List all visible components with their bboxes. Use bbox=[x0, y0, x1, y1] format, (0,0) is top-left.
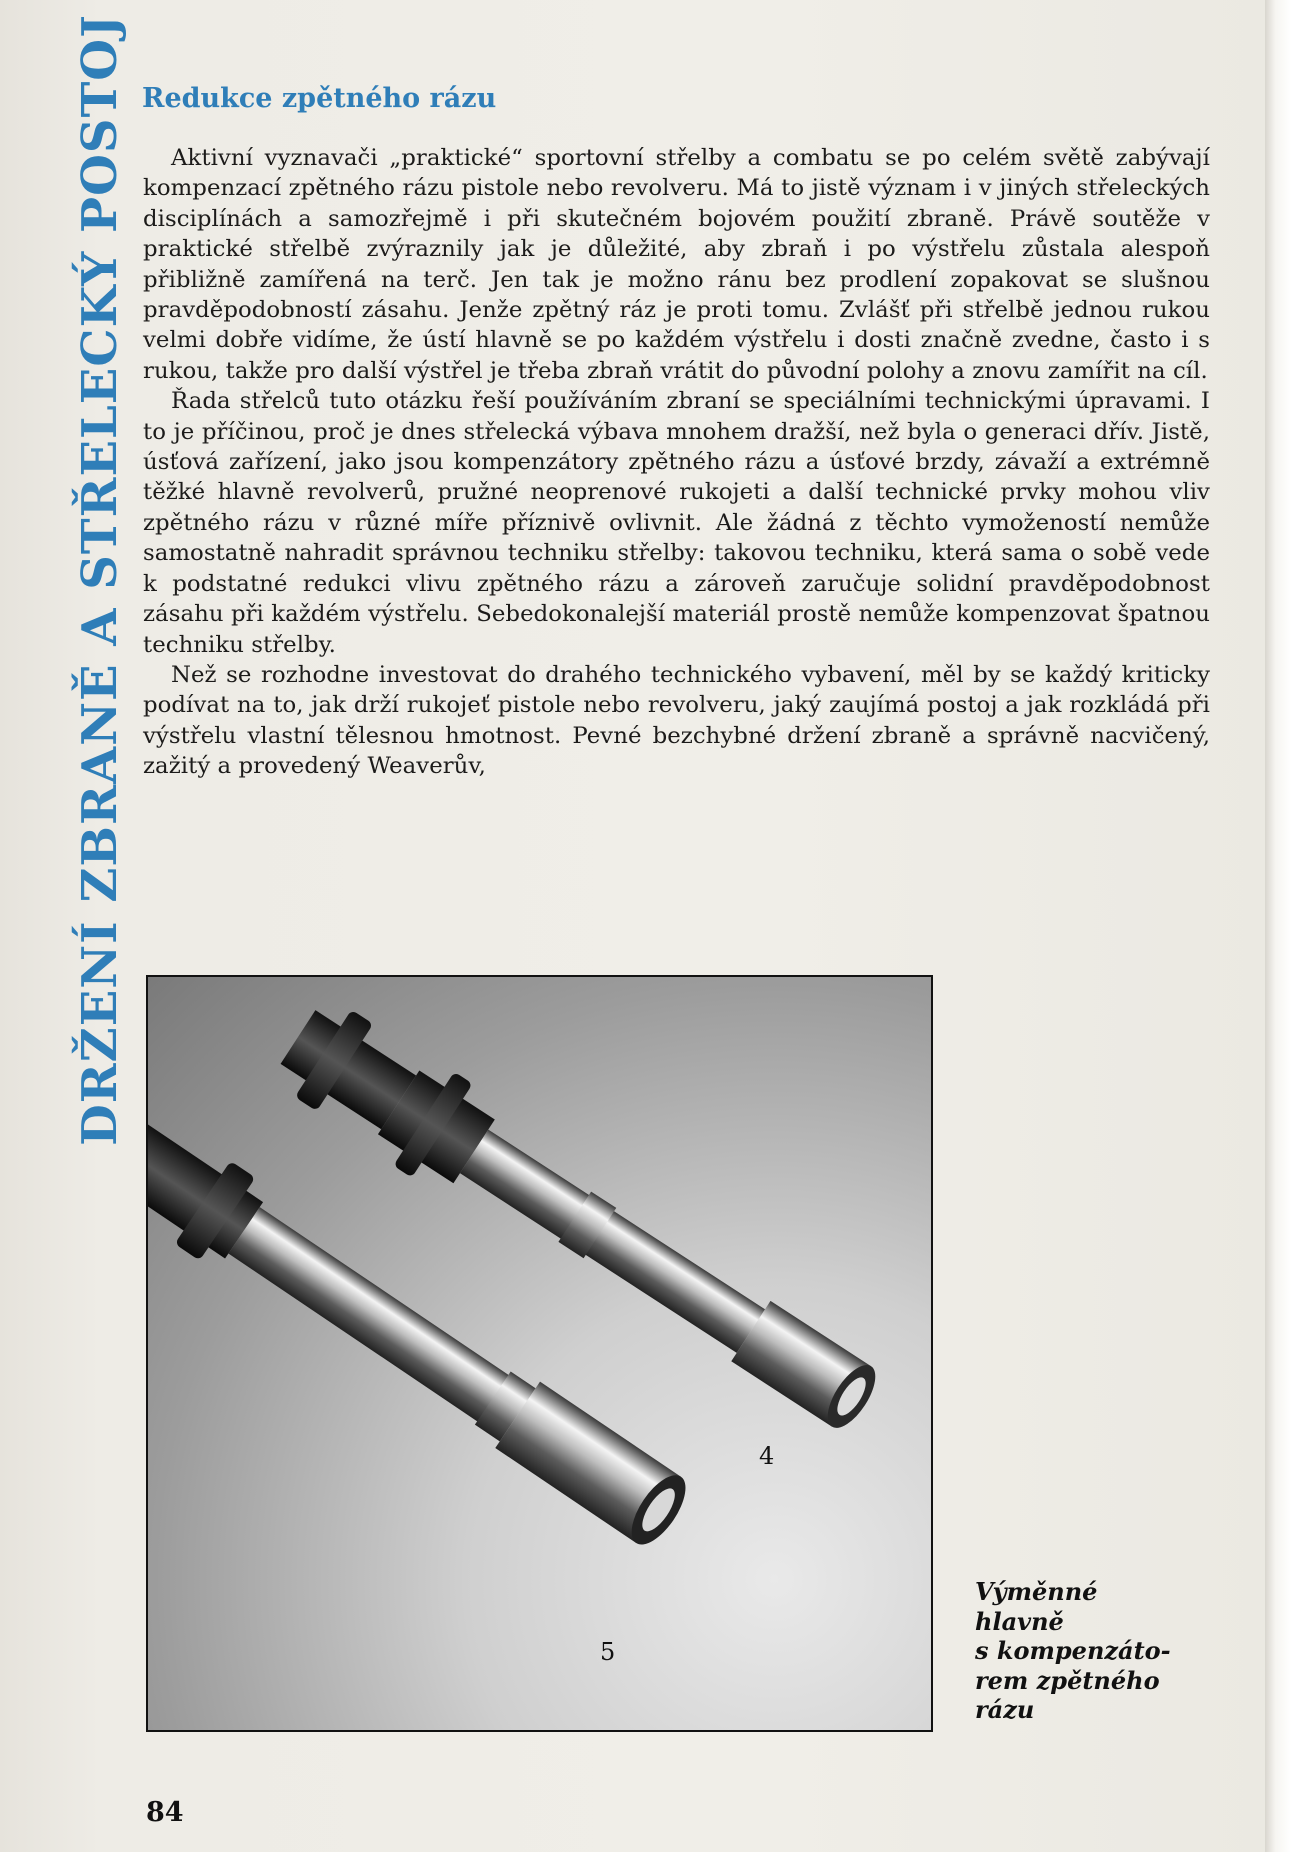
paragraph: Než se rozhodne investovat do drahého technického vybavení, měl by se každý kriticky podívat na to, jak drží rukojeť pistole nebo revolveru, jaký zaujímá postoj a jak rozkládá při výstřelu vlastní tělesnou hmotnost. Pevné bezchybné držení zbraně a správně nacvičený, zažitý a provedený Weaverův, bbox=[143, 661, 1210, 780]
photo-label-5: 5 bbox=[600, 1638, 616, 1666]
chapter-side-title: DRŽENÍ ZBRANĚ A STŘELECKÝ POSTOJ bbox=[72, 14, 128, 1146]
caption-line: Výměnné bbox=[975, 1577, 1098, 1606]
barrels-illustration bbox=[148, 977, 933, 1732]
page-number: 84 bbox=[146, 1797, 184, 1828]
body-text bbox=[143, 143, 1210, 782]
paragraph: Aktivní vyznavači „praktické“ sportovní střelby a combatu se po celém světě zabývají kompenzací zpětného rázu pistole nebo revolveru. Má to jistě význam i v jiných střeleckých disciplínách a samozřejmě i při skutečném bojovém použití zbraně. Právě soutěže v praktické střelbě zvýraznily jak je důležité, aby zbraň i po výstřelu zůstala alespoň přibližně zamířená na terč. Jen tak je možno ránu bez prodlení zopakovat se slušnou pravděpodobností zásahu. Jenže zpětný ráz je proti tomu. Zvlášť při střelbě jednou rukou velmi dobře vidíme, že ústí hlavně se po každém výstřelu i dosti značně zvedne, často i s rukou, takže pro další výstřel je třeba zbraň vrátit do původní polohy a znovu zamířit na cíl. bbox=[143, 145, 1210, 384]
photo-caption bbox=[975, 1577, 1215, 1725]
section-heading: Redukce zpětného rázu bbox=[142, 83, 497, 114]
caption-line: hlavně bbox=[975, 1606, 1064, 1636]
barrel-left bbox=[148, 1111, 701, 1562]
caption-line: rem zpětného bbox=[975, 1665, 1160, 1695]
barrels-photo bbox=[146, 975, 933, 1732]
barrel-right bbox=[268, 990, 896, 1452]
caption-line: s kompenzáto- bbox=[975, 1636, 1171, 1665]
caption-line: rázu bbox=[975, 1695, 1035, 1724]
page-gutter bbox=[1265, 0, 1291, 1852]
paragraph: Řada střelců tuto otázku řeší používáním zbraní se speciálními technickými úpravami. I to je příčinou, proč je dnes střelecká výbava mnohem dražší, než byla o generaci dřív. Jistě, úsťová zařízení, jako jsou kompenzátory zpětného rázu a úsťové brzdy, závaží a extrémně těžké hlavně revolverů, pružné neoprenové rukojeti a další technické prvky mohou vliv zpětného rázu v různé míře příznivě ovlivnit. Ale žádná z těchto vymožeností nemůže samostatně nahradit správnou techniku střelby: takovou techniku, která sama o sobě vede k podstatné redukci vlivu zpětného rázu a zároveň zaručuje solidní pravděpodobnost zásahu při každém výstřelu. Sebedokonalejší materiál prostě nemůže kompenzovat špatnou techniku střelby. bbox=[143, 388, 1210, 658]
photo-label-4: 4 bbox=[759, 1442, 775, 1470]
